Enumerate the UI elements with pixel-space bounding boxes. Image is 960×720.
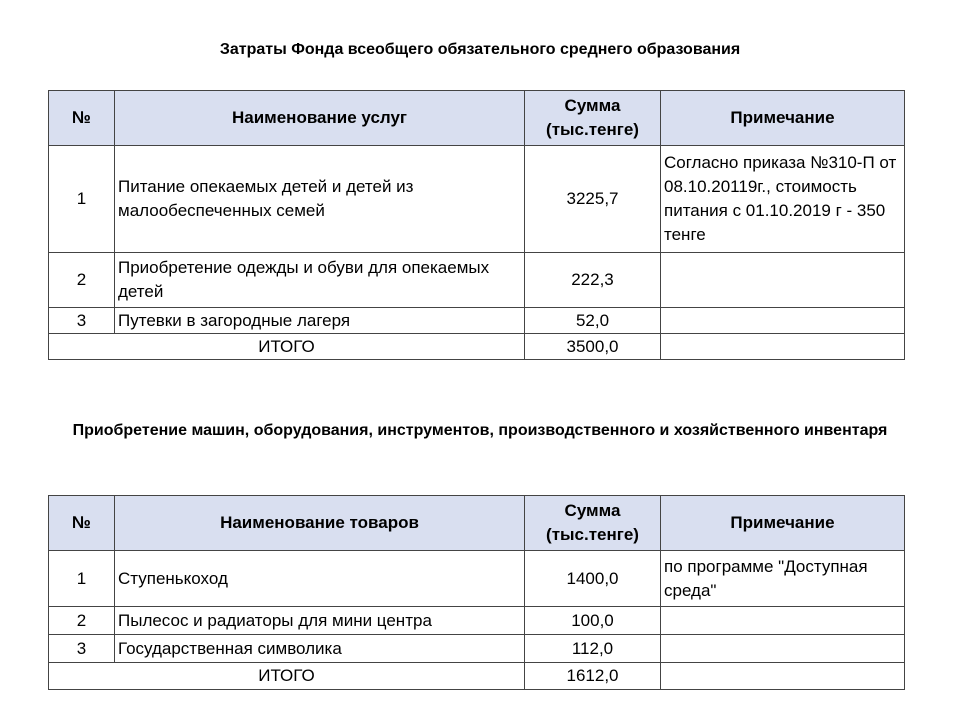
row-sum: 100,0	[525, 607, 661, 635]
header-note: Примечание	[661, 496, 905, 551]
total-row	[49, 663, 905, 690]
table-row	[49, 146, 905, 253]
row-name: Путевки в загородные лагеря	[115, 308, 525, 334]
section1-title: Затраты Фонда всеобщего обязательного среднего образования	[219, 41, 741, 58]
total-label: ИТОГО	[49, 663, 525, 690]
row-num: 2	[49, 253, 115, 308]
header-name: Наименование товаров	[115, 496, 525, 551]
row-num: 3	[49, 635, 115, 663]
row-name: Питание опекаемых детей и детей из малообеспеченных семей	[115, 146, 525, 253]
row-note	[661, 253, 905, 308]
total-note	[661, 663, 905, 690]
total-label: ИТОГО	[49, 334, 525, 360]
total-note	[661, 334, 905, 360]
row-note	[661, 607, 905, 635]
row-num: 1	[49, 146, 115, 253]
services-cost-table	[48, 90, 905, 360]
row-sum: 112,0	[525, 635, 661, 663]
table-row	[49, 551, 905, 607]
row-num: 2	[49, 607, 115, 635]
section2-title: Приобретение машин, оборудования, инструментов, производственного и хозяйственного инвентаря	[72, 422, 888, 439]
row-num: 1	[49, 551, 115, 607]
goods-cost-table	[48, 495, 905, 690]
header-name: Наименование услуг	[115, 91, 525, 146]
row-sum: 3225,7	[525, 146, 661, 253]
header-num: №	[49, 496, 115, 551]
header-sum: Сумма (тыс.тенге)	[525, 91, 661, 146]
row-sum: 222,3	[525, 253, 661, 308]
table-row	[49, 635, 905, 663]
row-note	[661, 308, 905, 334]
row-name: Приобретение одежды и обуви для опекаемых детей	[115, 253, 525, 308]
header-sum: Сумма (тыс.тенге)	[525, 496, 661, 551]
table-row	[49, 253, 905, 308]
table-header-row	[49, 496, 905, 551]
row-name: Государственная символика	[115, 635, 525, 663]
row-note	[661, 635, 905, 663]
table-row	[49, 308, 905, 334]
total-sum: 1612,0	[525, 663, 661, 690]
row-note: по программе "Доступная среда"	[661, 551, 905, 607]
row-note: Согласно приказа №310-П от 08.10.20119г., стоимость питания с 01.10.2019 г - 350 тенге	[661, 146, 905, 253]
header-note: Примечание	[661, 91, 905, 146]
row-num: 3	[49, 308, 115, 334]
total-sum: 3500,0	[525, 334, 661, 360]
total-row	[49, 334, 905, 360]
row-sum: 52,0	[525, 308, 661, 334]
table-row	[49, 607, 905, 635]
row-name: Пылесос и радиаторы для мини центра	[115, 607, 525, 635]
table-header-row	[49, 91, 905, 146]
row-name: Ступенькоход	[115, 551, 525, 607]
header-num: №	[49, 91, 115, 146]
row-sum: 1400,0	[525, 551, 661, 607]
